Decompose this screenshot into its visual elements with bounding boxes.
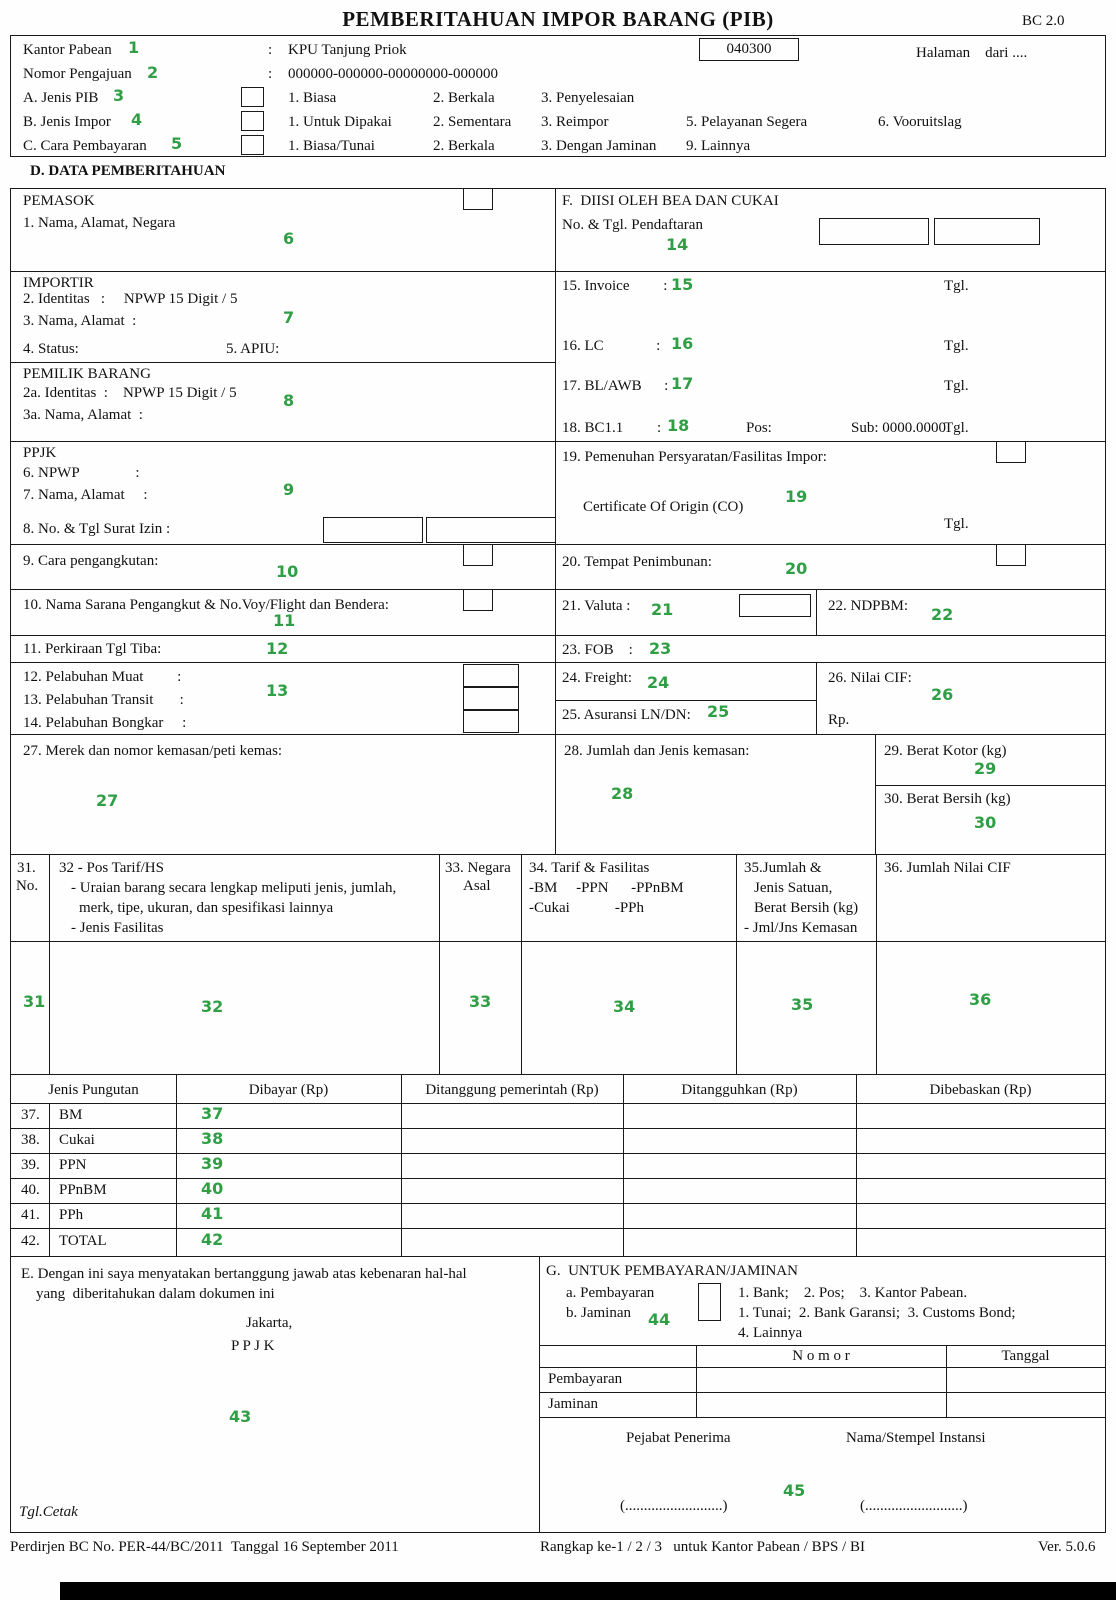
ppjk-izin-label: 8. No. & Tgl Surat Izin : bbox=[23, 521, 171, 537]
pungutan-row-label: PPN bbox=[59, 1157, 87, 1173]
annotation-13: 13 bbox=[266, 681, 289, 700]
valuta-code-box[interactable] bbox=[739, 594, 811, 617]
tgl-cetak-label: Tgl.Cetak bbox=[19, 1504, 78, 1520]
jenis-pib-label: A. Jenis PIB bbox=[23, 90, 99, 106]
annotation-31: 31 bbox=[23, 992, 46, 1011]
annotation-5: 5 bbox=[171, 134, 183, 153]
pendaftaran-label: No. & Tgl. Pendaftaran bbox=[562, 217, 703, 233]
payment-table-row1-line bbox=[540, 1392, 1105, 1393]
pemilik-nama-label: 3a. Nama, Alamat : bbox=[23, 407, 143, 423]
valuta-ndpbm-cell bbox=[555, 589, 1106, 636]
pemilik-heading: PEMILIK BARANG bbox=[23, 366, 151, 382]
jenis-impor-option-vooruitslag: 6. Vooruitslag bbox=[878, 114, 962, 130]
pungutan-header-dibebaskan: Dibebaskan (Rp) bbox=[929, 1082, 1032, 1098]
importir-heading: IMPORTIR bbox=[23, 275, 94, 291]
goods-col-negara-line1: 33. Negara bbox=[445, 860, 511, 876]
annotation-22: 22 bbox=[931, 605, 954, 624]
goods-col-no-line1: 31. bbox=[17, 860, 36, 876]
freight-label: 24. Freight: bbox=[562, 670, 632, 686]
declaration-signer: P P J K bbox=[231, 1338, 275, 1354]
pungutan-row-no: 39. bbox=[21, 1157, 40, 1173]
ppjk-npwp-label: 6. NPWP : bbox=[23, 465, 140, 481]
annotation-40: 40 bbox=[201, 1179, 224, 1198]
importir-identitas-label: 2. Identitas : NPWP 15 Digit / 5 bbox=[23, 291, 238, 307]
goods-col-jumlah-line3: Berat Bersih (kg) bbox=[754, 900, 859, 916]
annotation-6: 6 bbox=[283, 229, 295, 248]
berat-kotor-label: 29. Berat Kotor (kg) bbox=[884, 743, 1007, 759]
payment-row-jaminan: Jaminan bbox=[548, 1396, 598, 1412]
jumlah-kemasan-label: 28. Jumlah dan Jenis kemasan: bbox=[564, 743, 750, 759]
annotation-35: 35 bbox=[791, 995, 814, 1014]
sarana-pengangkut-label: 10. Nama Sarana Pengangkut & No.Voy/Flight dan Bendera: bbox=[23, 597, 389, 613]
office-code-box[interactable]: 040300 bbox=[699, 38, 799, 61]
dokumen-cell bbox=[555, 271, 1106, 442]
invoice-tgl-label: Tgl. bbox=[944, 278, 969, 294]
payment-tanggal-header: Tanggal bbox=[1001, 1348, 1050, 1364]
pungutan-hline-2 bbox=[11, 1153, 1105, 1154]
pungutan-hline-1 bbox=[11, 1128, 1105, 1129]
annotation-9: 9 bbox=[283, 480, 295, 499]
pungutan-row-no: 41. bbox=[21, 1207, 40, 1223]
goods-col-no-line2: No. bbox=[16, 878, 39, 894]
fob-cell bbox=[555, 635, 1106, 663]
pungutan-hline-4 bbox=[11, 1203, 1105, 1204]
pungutan-row-label: PPh bbox=[59, 1207, 84, 1223]
form-title: PEMBERITAHUAN IMPOR BARANG (PIB) bbox=[342, 7, 774, 31]
pelabuhan-transit-code-box[interactable] bbox=[463, 687, 519, 710]
annotation-30: 30 bbox=[974, 813, 997, 832]
penimbunan-label: 20. Tempat Penimbunan: bbox=[562, 554, 712, 570]
kantor-pabean-value[interactable]: KPU Tanjung Priok bbox=[288, 42, 407, 58]
annotation-34: 34 bbox=[613, 997, 636, 1016]
goods-divider-hs bbox=[439, 855, 440, 1074]
annotation-36: 36 bbox=[969, 990, 992, 1009]
valuta-label: 21. Valuta : bbox=[562, 598, 631, 614]
annotation-7: 7 bbox=[283, 308, 295, 327]
ppjk-cell bbox=[10, 441, 556, 545]
annotation-37: 37 bbox=[201, 1104, 224, 1123]
pemasok-cell bbox=[10, 188, 556, 272]
jenis-impor-label: B. Jenis Impor bbox=[23, 114, 111, 130]
annotation-14: 14 bbox=[666, 235, 689, 254]
lc-label: 16. LC : bbox=[562, 338, 661, 354]
annotation-33: 33 bbox=[469, 992, 492, 1011]
valuta-ndpbm-divider bbox=[816, 590, 817, 635]
freight-cif-divider bbox=[816, 663, 817, 734]
kantor-pabean-colon: : bbox=[268, 42, 273, 58]
declaration-cell bbox=[10, 1256, 540, 1533]
declaration-line2: yang diberitahukan dalam dokumen ini bbox=[36, 1286, 275, 1302]
annotation-23: 23 bbox=[649, 639, 672, 658]
pungutan-header-dibayar: Dibayar (Rp) bbox=[248, 1082, 329, 1098]
fasilitas-code-box[interactable] bbox=[996, 441, 1026, 463]
annotation-18: 18 bbox=[667, 416, 690, 435]
bea-cukai-heading: F. DIISI OLEH BEA DAN CUKAI bbox=[562, 193, 779, 209]
jenis-pib-checkbox[interactable] bbox=[241, 87, 264, 107]
pemasok-heading: PEMASOK bbox=[23, 193, 95, 209]
annotation-11: 11 bbox=[273, 611, 296, 630]
jenis-impor-option-sementara: 2. Sementara bbox=[433, 114, 512, 130]
ppjk-izin-nomor-box[interactable] bbox=[323, 517, 423, 543]
freight-cif-cell bbox=[555, 662, 1106, 735]
pungutan-table bbox=[10, 1074, 1106, 1257]
jenis-impor-option-dipakai: 1. Untuk Dipakai bbox=[288, 114, 392, 130]
goods-divider-tarif bbox=[736, 855, 737, 1074]
cara-pengangkutan-label: 9. Cara pengangkutan: bbox=[23, 553, 159, 569]
pungutan-row-no: 37. bbox=[21, 1107, 40, 1123]
payment-row-pembayaran: Pembayaran bbox=[548, 1371, 623, 1387]
cara-pembayaran-checkbox[interactable] bbox=[241, 135, 264, 155]
cara-pembayaran-option-tunai: 1. Biasa/Tunai bbox=[288, 138, 375, 154]
payment-cell bbox=[539, 1256, 1106, 1533]
annotation-19: 19 bbox=[785, 487, 808, 506]
importir-status-label: 4. Status: bbox=[23, 341, 79, 357]
ppjk-nama-label: 7. Nama, Alamat : bbox=[23, 487, 148, 503]
annotation-38: 38 bbox=[201, 1129, 224, 1148]
goods-col-tarif-line3: -Cukai -PPh bbox=[529, 900, 645, 916]
pungutan-header-ditanggung: Ditanggung pemerintah (Rp) bbox=[425, 1082, 599, 1098]
nomor-pengajuan-label: Nomor Pengajuan bbox=[23, 66, 132, 82]
annotation-28: 28 bbox=[611, 784, 634, 803]
jenis-pib-option-penyelesaian: 3. Penyelesaian bbox=[541, 90, 635, 106]
payment-jaminan-options-line2: 4. Lainnya bbox=[738, 1325, 803, 1341]
pungutan-header-jenis: Jenis Pungutan bbox=[48, 1082, 139, 1098]
annotation-39: 39 bbox=[201, 1154, 224, 1173]
lc-tgl-label: Tgl. bbox=[944, 338, 969, 354]
annotation-43: 43 bbox=[229, 1407, 252, 1426]
pelabuhan-muat-code-box[interactable] bbox=[463, 664, 519, 687]
payment-table-top-line bbox=[540, 1345, 1105, 1346]
goods-divider-no bbox=[49, 855, 50, 1074]
goods-col-hs-line1: 32 - Pos Tarif/HS bbox=[59, 860, 164, 876]
cara-pembayaran-option-jaminan: 3. Dengan Jaminan bbox=[541, 138, 657, 154]
annotation-29: 29 bbox=[974, 759, 997, 778]
pungutan-divider-no bbox=[49, 1103, 50, 1256]
annotation-8: 8 bbox=[283, 391, 295, 410]
invoice-label: 15. Invoice : bbox=[562, 278, 668, 294]
bc11-sub-label: Sub: 0000.0000 bbox=[851, 420, 947, 436]
annotation-2: 2 bbox=[147, 63, 159, 82]
pungutan-row-label: BM bbox=[59, 1107, 83, 1123]
blawb-tgl-label: Tgl. bbox=[944, 378, 969, 394]
payment-table-header-line bbox=[540, 1367, 1105, 1368]
pelabuhan-muat-label: 12. Pelabuhan Muat : bbox=[23, 669, 182, 685]
nilai-cif-label: 26. Nilai CIF: bbox=[828, 670, 912, 686]
annotation-16: 16 bbox=[671, 334, 694, 353]
declaration-city: Jakarta, bbox=[246, 1315, 293, 1331]
stempel-signature-line: (..........................) bbox=[860, 1498, 968, 1514]
annotation-1: 1 bbox=[128, 38, 140, 57]
goods-col-tarif-line2: -BM -PPN -PPnBM bbox=[529, 880, 684, 896]
goods-divider-negara bbox=[521, 855, 522, 1074]
goods-col-hs-line3: merk, tipe, ukuran, dan spesifikasi lainnya bbox=[79, 900, 334, 916]
nilai-cif-rp-label: Rp. bbox=[828, 712, 850, 728]
pendaftaran-tanggal-box[interactable] bbox=[934, 218, 1040, 245]
goods-col-jumlah-line4: - Jml/Jns Kemasan bbox=[744, 920, 858, 936]
importir-nama-label: 3. Nama, Alamat : bbox=[23, 313, 137, 329]
bc-version-label: BC 2.0 bbox=[1022, 13, 1065, 29]
pelabuhan-cell bbox=[10, 662, 556, 735]
annotation-41: 41 bbox=[201, 1204, 224, 1223]
pelabuhan-transit-label: 13. Pelabuhan Transit : bbox=[23, 692, 184, 708]
pungutan-row-no: 42. bbox=[21, 1233, 40, 1249]
merek-kemasan-label: 27. Merek dan nomor kemasan/peti kemas: bbox=[23, 743, 283, 759]
pungutan-row-label: PPnBM bbox=[59, 1182, 107, 1198]
cara-pengangkutan-code-box[interactable] bbox=[463, 544, 493, 566]
pejabat-penerima-label: Pejabat Penerima bbox=[626, 1430, 731, 1446]
payment-table-row2-line bbox=[540, 1417, 1105, 1418]
footer-rangkap: Rangkap ke-1 / 2 / 3 untuk Kantor Pabean / BPS / BI bbox=[540, 1539, 865, 1555]
bc11-tgl-label: Tgl. bbox=[944, 420, 969, 436]
nomor-pengajuan-value[interactable]: 000000-000000-00000000-000000 bbox=[288, 66, 498, 82]
annotation-25: 25 bbox=[707, 702, 730, 721]
fasilitas-impor-label: 19. Pemenuhan Persyaratan/Fasilitas Impor: bbox=[562, 449, 827, 465]
merek-kemasan-cell bbox=[10, 734, 556, 855]
annotation-20: 20 bbox=[785, 559, 808, 578]
section-d-heading: D. DATA PEMBERITAHUAN bbox=[30, 163, 226, 179]
sarana-pengangkut-cell bbox=[10, 589, 556, 636]
annotation-24: 24 bbox=[647, 673, 670, 692]
pelabuhan-bongkar-code-box[interactable] bbox=[463, 710, 519, 733]
goods-col-hs-line2: - Uraian barang secara lengkap meliputi jenis, jumlah, bbox=[71, 880, 397, 896]
tgl-tiba-label: 11. Perkiraan Tgl Tiba: bbox=[23, 641, 162, 657]
ppjk-izin-tanggal-box[interactable] bbox=[426, 517, 556, 543]
annotation-17: 17 bbox=[671, 374, 694, 393]
annotation-42: 42 bbox=[201, 1230, 224, 1249]
goods-col-cif-line1: 36. Jumlah Nilai CIF bbox=[884, 860, 1011, 876]
fob-label: 23. FOB : bbox=[562, 642, 633, 658]
annotation-15: 15 bbox=[671, 275, 694, 294]
pejabat-signature-line: (..........................) bbox=[620, 1498, 728, 1514]
payment-nomor-header: N o m o r bbox=[792, 1348, 850, 1364]
pungutan-hline-5 bbox=[11, 1228, 1105, 1229]
fasilitas-impor-cell bbox=[555, 441, 1106, 545]
ndpbm-label: 22. NDPBM: bbox=[828, 598, 909, 614]
annotation-4: 4 bbox=[131, 110, 143, 129]
pungutan-hline-3 bbox=[11, 1178, 1105, 1179]
importir-cell bbox=[10, 271, 556, 363]
nama-stempel-label: Nama/Stempel Instansi bbox=[846, 1430, 986, 1446]
pemilik-barang-cell bbox=[10, 362, 556, 442]
nomor-pengajuan-colon: : bbox=[268, 66, 273, 82]
ppjk-heading: PPJK bbox=[23, 445, 57, 461]
annotation-32: 32 bbox=[201, 997, 224, 1016]
halaman-label: Halaman dari .... bbox=[916, 45, 1028, 61]
annotation-44: 44 bbox=[648, 1310, 671, 1329]
jenis-pib-option-berkala: 2. Berkala bbox=[433, 90, 495, 106]
goods-header-divider bbox=[11, 941, 1105, 942]
cara-pembayaran-label: C. Cara Pembayaran bbox=[23, 138, 147, 154]
annotation-45: 45 bbox=[783, 1481, 806, 1500]
payment-method-checkbox[interactable] bbox=[698, 1283, 721, 1321]
asuransi-label: 25. Asuransi LN/DN: bbox=[562, 707, 691, 723]
goods-col-hs-line4: - Jenis Fasilitas bbox=[71, 920, 164, 936]
pendaftaran-nomor-box[interactable] bbox=[819, 218, 929, 245]
annotation-26: 26 bbox=[931, 685, 954, 704]
goods-col-jumlah-line2: Jenis Satuan, bbox=[754, 880, 833, 896]
annotation-21: 21 bbox=[651, 600, 674, 619]
goods-table bbox=[10, 854, 1106, 1075]
importir-apiu-label: 5. APIU: bbox=[226, 341, 280, 357]
payment-pembayaran-label: a. Pembayaran bbox=[566, 1285, 655, 1301]
payment-jaminan-label: b. Jaminan bbox=[566, 1305, 631, 1321]
goods-col-negara-line2: Asal bbox=[463, 878, 491, 894]
berat-cell bbox=[875, 734, 1106, 855]
jumlah-kemasan-cell bbox=[555, 734, 876, 855]
pungutan-row-no: 38. bbox=[21, 1132, 40, 1148]
jenis-impor-checkbox[interactable] bbox=[241, 111, 264, 131]
payment-heading: G. UNTUK PEMBAYARAN/JAMINAN bbox=[546, 1263, 798, 1279]
pelabuhan-bongkar-label: 14. Pelabuhan Bongkar : bbox=[23, 715, 187, 731]
kantor-pabean-label: Kantor Pabean bbox=[23, 42, 112, 58]
goods-col-tarif-line1: 34. Tarif & Fasilitas bbox=[529, 860, 650, 876]
jenis-impor-option-reimpor: 3. Reimpor bbox=[541, 114, 609, 130]
pemilik-identitas-label: 2a. Identitas : NPWP 15 Digit / 5 bbox=[23, 385, 237, 401]
penimbunan-cell bbox=[555, 544, 1106, 590]
form-header-box bbox=[10, 35, 1106, 157]
bc11-label: 18. BC1.1 : bbox=[562, 420, 662, 436]
bc11-pos-label: Pos: bbox=[746, 420, 772, 436]
cara-pembayaran-option-lainnya: 9. Lainnya bbox=[686, 138, 751, 154]
annotation-3: 3 bbox=[113, 86, 125, 105]
footer-regulation: Perdirjen BC No. PER-44/BC/2011 Tanggal 16 September 2011 bbox=[10, 1539, 399, 1555]
annotation-27: 27 bbox=[96, 791, 119, 810]
berat-bersih-label: 30. Berat Bersih (kg) bbox=[884, 791, 1011, 807]
pungutan-row-label: TOTAL bbox=[59, 1233, 107, 1249]
berat-divider bbox=[876, 785, 1105, 786]
cara-pengangkutan-cell bbox=[10, 544, 556, 590]
certificate-origin-label: Certificate Of Origin (CO) bbox=[583, 499, 744, 515]
goods-divider-jumlah bbox=[876, 855, 877, 1074]
pemasok-code-box[interactable] bbox=[463, 188, 493, 210]
pungutan-row-no: 40. bbox=[21, 1182, 40, 1198]
penimbunan-code-box[interactable] bbox=[996, 544, 1026, 566]
footer-version: Ver. 5.0.6 bbox=[1038, 1539, 1096, 1555]
declaration-line1: E. Dengan ini saya menyatakan bertanggung jawab atas kebenaran hal-hal bbox=[21, 1266, 467, 1282]
jenis-pib-option-biasa: 1. Biasa bbox=[288, 90, 337, 106]
scan-artifact-bar bbox=[60, 1582, 1116, 1600]
tgl-tiba-cell bbox=[10, 635, 556, 663]
goods-col-jumlah-line1: 35.Jumlah & bbox=[744, 860, 822, 876]
sarana-code-box[interactable] bbox=[463, 589, 493, 611]
annotation-10: 10 bbox=[276, 562, 299, 581]
annotation-12: 12 bbox=[266, 639, 289, 658]
bea-cukai-cell bbox=[555, 188, 1106, 272]
cara-pembayaran-option-berkala: 2. Berkala bbox=[433, 138, 495, 154]
pungutan-hline-header bbox=[11, 1103, 1105, 1104]
fasilitas-tgl-label: Tgl. bbox=[944, 516, 969, 532]
jenis-impor-option-pelayanan: 5. Pelayanan Segera bbox=[686, 114, 808, 130]
payment-jaminan-options-line1: 1. Tunai; 2. Bank Garansi; 3. Customs Bond; bbox=[738, 1305, 1016, 1321]
pungutan-header-ditangguhkan: Ditangguhkan (Rp) bbox=[681, 1082, 798, 1098]
pemasok-nama-label: 1. Nama, Alamat, Negara bbox=[23, 215, 176, 231]
payment-pembayaran-options: 1. Bank; 2. Pos; 3. Kantor Pabean. bbox=[738, 1285, 968, 1301]
pungutan-row-label: Cukai bbox=[59, 1132, 95, 1148]
blawb-label: 17. BL/AWB : bbox=[562, 378, 669, 394]
freight-asuransi-divider bbox=[556, 700, 816, 701]
